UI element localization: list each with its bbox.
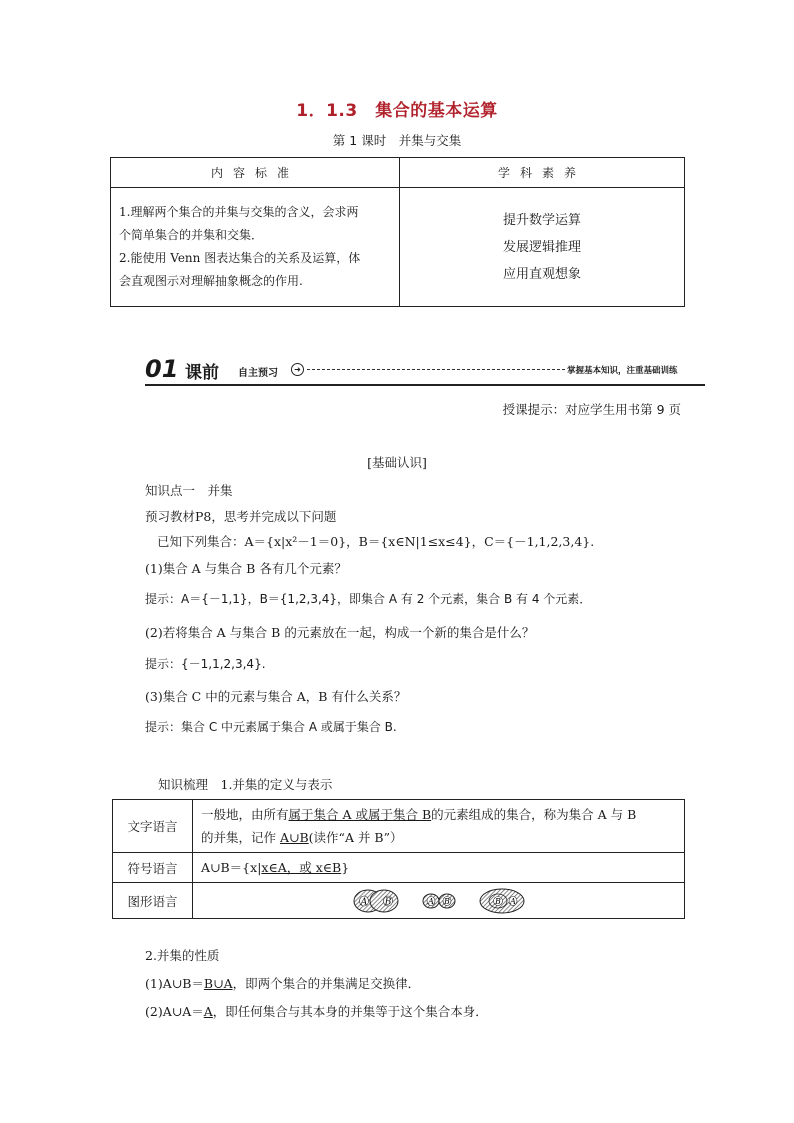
sorting-heading: 知识梳理 1.并集的定义与表示 [158,777,333,792]
venn-subset-diagram [477,887,527,915]
banner-subtitle: 自主预习 [238,368,278,379]
banner-title: 课前 [185,363,219,383]
underlined-term: A [203,1004,213,1019]
arrow-icon: ➜ [291,363,304,376]
banner-rule [145,384,705,386]
union-row-label: 文字语言 [113,800,193,853]
answer-3: 提示：集合 C 中元素属于集合 A 或属于集合 B. [145,720,397,734]
literacy-item: 应用直观想象 [502,266,581,282]
answer-1: 提示：A＝{－1,1}，B＝{1,2,3,4}，即集合 A 有 2 个元素，集合 B 有 4 个元素． [145,592,592,606]
venn-label: B [494,896,501,906]
standards-content-line: 会直观图示对理解抽象概念的作用. [119,274,303,288]
union-definition-table [112,799,685,919]
section-banner [145,356,705,386]
underlined-term: x∈A，或 x∈B [261,860,342,875]
banner-tagline: 掌握基本知识，注重基础训练 [567,366,678,376]
properties-heading: 2.并集的性质 [145,948,220,963]
text-fragment: ，即两个集合的并集满足交换律． [232,976,421,991]
text-fragment: (1)A∪B＝ [145,976,204,991]
text-fragment: (2)A∪A＝ [145,1004,204,1019]
standards-content-line: 个简单集合的并集和交集． [119,228,264,242]
page-subtitle: 第 1 课时 并集与交集 [332,133,462,148]
standards-content-line: 2.能使用 Venn 图表达集合的关系及运算，体 [119,251,361,265]
union-row-label: 符号语言 [113,853,193,883]
text-fragment: } [341,860,350,875]
venn-label: B [384,897,391,907]
banner-number: 01 [145,355,179,383]
text-fragment: 的并集，记作 [201,830,280,845]
answer-2: 提示：{－1,1,2,3,4}. [145,657,266,671]
venn-overlap-diagram [351,888,401,914]
text-fragment: (读作“A 并 B”） [308,830,403,845]
literacy-item: 提升数学运算 [502,212,581,228]
section-basic-heading: [基础认识] [367,455,427,470]
property-1 [145,974,420,992]
knowledge-point-heading: 知识点一 并集 [145,483,233,498]
venn-label: B [443,896,450,906]
union-symbol-text [193,853,685,883]
standards-col2-header: 学科素养 [400,158,685,188]
venn-label: A [360,897,367,907]
question-3: (3)集合 C 中的元素与集合 A，B 有什么关系？ [145,689,407,704]
text-fragment: A∪B＝{x| [201,860,262,875]
literacy-item: 发展逻辑推理 [502,239,581,255]
venn-label: A [427,896,434,906]
underlined-term: A∪B [279,830,309,845]
standards-content-cell [111,188,400,307]
union-row-text [193,800,685,853]
given-sets: 已知下列集合：A＝{x|x²－1＝0}，B＝{x∈N|1≤x≤4}，C＝{－1,1,2,3,4}. [157,534,595,549]
standards-table [110,157,685,307]
standards-content-line: 1.理解两个集合的并集与交集的含义，会求两 [119,205,359,219]
question-1: (1)集合 A 与集合 B 各有几个元素？ [145,561,347,576]
text-fragment: 的元素组成的集合，称为集合 A 与 B [431,807,637,822]
venn-label: A [509,896,516,906]
page-title: 1．1.3 集合的基本运算 [296,101,498,121]
underlined-term: B∪A [203,976,233,991]
text-fragment: ，即任何集合与其本身的并集等于这个集合本身． [212,1004,488,1019]
preview-instruction: 预习教材P8，思考并完成以下问题 [145,509,337,524]
text-fragment: 一般地，由所有 [201,807,289,822]
venn-disjoint-diagram [421,888,457,914]
union-row-label: 图形语言 [113,883,193,919]
venn-cell [193,883,685,919]
banner-dashed-line [307,369,565,370]
standards-literacy-cell [400,188,685,307]
question-2: (2)若将集合 A 与集合 B 的元素放在一起，构成一个新的集合是什么？ [145,625,535,640]
standards-col1-header: 内容标准 [111,158,400,188]
property-2 [145,1002,488,1020]
teaching-hint: 授课提示：对应学生用书第 9 页 [502,402,681,417]
underlined-term: 属于集合 A 或属于集合 B [288,807,432,822]
